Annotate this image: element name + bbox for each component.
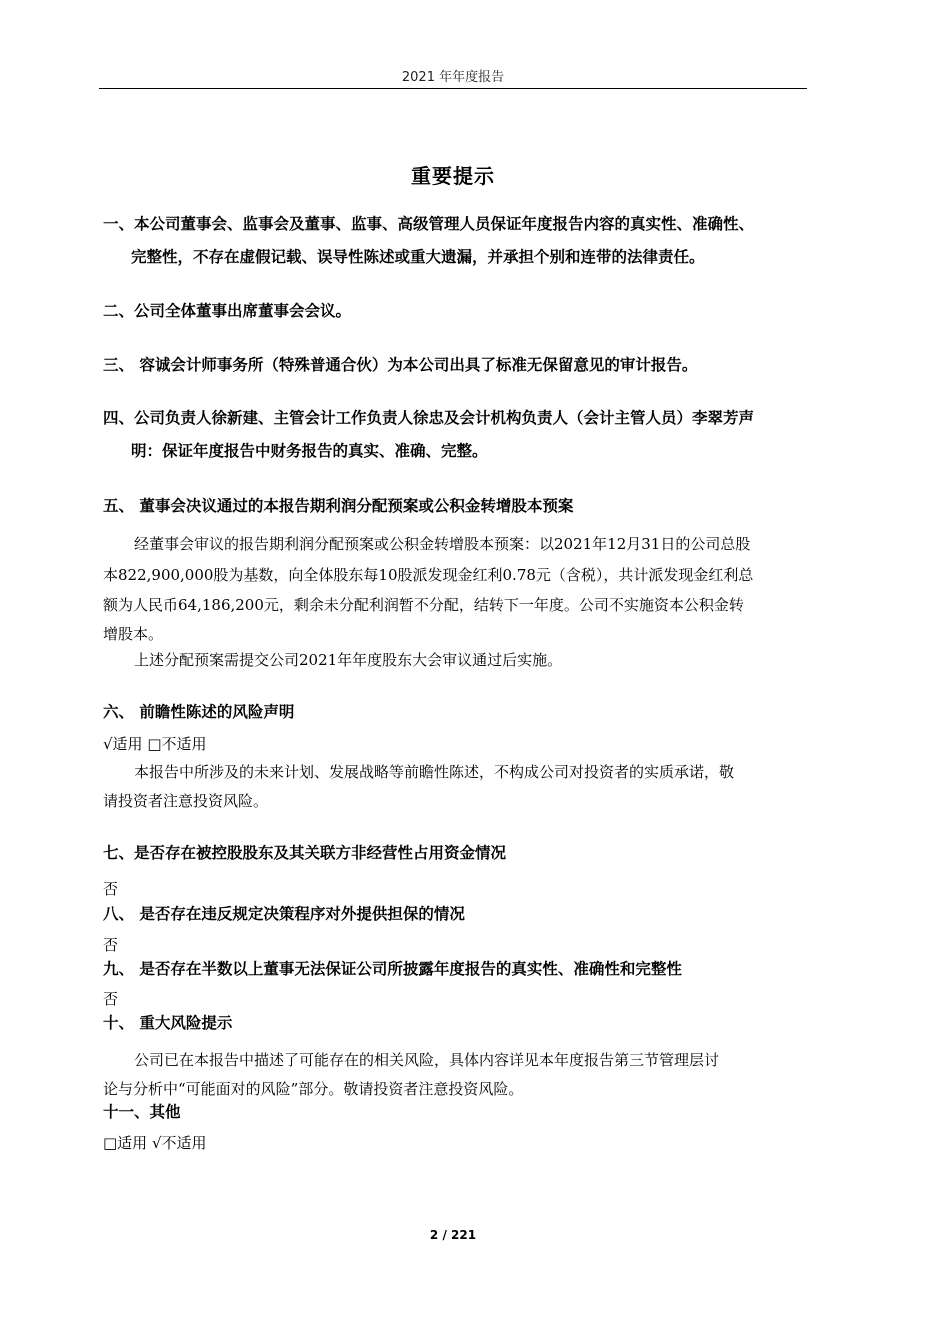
item-9-heading: 九、 是否存在半数以上董事无法保证公司所披露年度报告的真实性、准确性和完整性 — [103, 960, 682, 978]
item-2: 二、公司全体董事出席董事会会议。 — [103, 302, 352, 320]
item-1-line-2: 完整性，不存在虚假记载、误导性陈述或重大遗漏，并承担个别和连带的法律责任。 — [131, 248, 705, 266]
item-1-line-1: 一、本公司董事会、监事会及董事、监事、高级管理人员保证年度报告内容的真实性、准确性、 — [103, 215, 755, 233]
item-5-heading: 五、 董事会决议通过的本报告期利润分配预案或公积金转增股本预案 — [103, 497, 574, 515]
page-number: 2 / 221 — [429, 1228, 477, 1242]
item-7-heading: 七、是否存在被控股股东及其关联方非经营性占用资金情况 — [103, 844, 507, 862]
header-divider — [99, 88, 807, 89]
item-8-answer: 否 — [103, 936, 119, 954]
item-10-paragraph-line-2: 论与分析中“可能面对的风险”部分。敬请投资者注意投资风险。 — [103, 1080, 524, 1098]
item-5-paragraph-line-3: 额为人民币64,186,200元，剩余未分配利润暂不分配，结转下一年度。公司不实施资本公积金转 — [103, 596, 744, 614]
item-5-paragraph-line-4: 增股本。 — [103, 625, 164, 643]
running-header: 2021 年年度报告 — [401, 70, 505, 85]
page-title: 重要提示 — [411, 164, 495, 188]
item-6-paragraph-line-1: 本报告中所涉及的未来计划、发展战略等前瞻性陈述，不构成公司对投资者的实质承诺，敬 — [134, 763, 735, 781]
item-7-answer: 否 — [103, 880, 119, 898]
item-5-paragraph-line-2: 本822,900,000股为基数，向全体股东每10股派发现金红利0.78元（含税），共计派发现金红利总 — [103, 566, 754, 584]
item-9-answer: 否 — [103, 990, 119, 1008]
item-11-applicability: □适用 √不适用 — [103, 1134, 207, 1152]
item-6-applicability: √适用 □不适用 — [103, 735, 207, 753]
item-4-line-1: 四、公司负责人徐新建、主管会计工作负责人徐忠及会计机构负责人（会计主管人员）李翠芳声 — [103, 409, 755, 427]
item-3: 三、 容诚会计师事务所（特殊普通合伙）为本公司出具了标准无保留意见的审计报告。 — [103, 356, 698, 374]
item-11-heading: 十一、其他 — [103, 1103, 181, 1121]
item-5-paragraph-2: 上述分配预案需提交公司2021年年度股东大会审议通过后实施。 — [134, 651, 563, 669]
item-10-heading: 十、 重大风险提示 — [103, 1014, 233, 1032]
item-10-paragraph-line-1: 公司已在本报告中描述了可能存在的相关风险，具体内容详见本年度报告第三节管理层讨 — [134, 1051, 720, 1069]
item-6-heading: 六、 前瞻性陈述的风险声明 — [103, 703, 295, 721]
item-6-paragraph-line-2: 请投资者注意投资风险。 — [103, 792, 269, 810]
item-4-line-2: 明：保证年度报告中财务报告的真实、准确、完整。 — [131, 442, 488, 460]
item-8-heading: 八、 是否存在违反规定决策程序对外提供担保的情况 — [103, 905, 465, 923]
item-5-paragraph-line-1: 经董事会审议的报告期利润分配预案或公积金转增股本预案：以2021年12月31日的公司总股 — [134, 535, 751, 553]
